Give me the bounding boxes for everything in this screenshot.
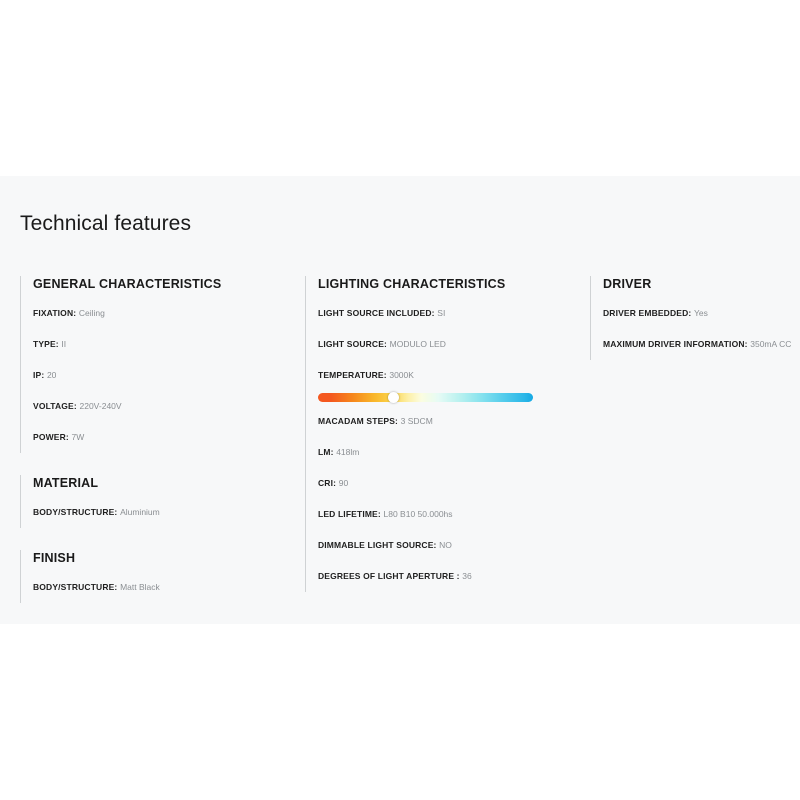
table-row bbox=[318, 406, 590, 437]
spec-value: 418lm bbox=[336, 447, 360, 457]
spec-value: 7W bbox=[71, 432, 85, 442]
spec-value: NO bbox=[439, 540, 452, 550]
spec-label: FIXATION: bbox=[33, 308, 77, 318]
table-row bbox=[318, 329, 590, 360]
spec-label: BODY/STRUCTURE: bbox=[33, 507, 118, 517]
slider-knob[interactable] bbox=[388, 392, 399, 403]
color-temperature-slider-wrap bbox=[305, 391, 590, 406]
spec-value: 90 bbox=[338, 478, 349, 488]
spec-label: POWER: bbox=[33, 432, 69, 442]
spec-label: CRI: bbox=[318, 478, 337, 488]
spec-label: LM: bbox=[318, 447, 334, 457]
section-rows bbox=[590, 292, 792, 360]
spec-label: MACADAM STEPS: bbox=[318, 416, 399, 426]
spec-label: IP: bbox=[33, 370, 45, 380]
spec-value: 3000K bbox=[389, 370, 414, 380]
section-heading: DRIVER bbox=[590, 276, 780, 292]
spec-value: 350mA CC bbox=[750, 339, 792, 349]
spec-value: 36 bbox=[462, 571, 472, 581]
spec-label: TEMPERATURE: bbox=[318, 370, 387, 380]
table-row bbox=[33, 497, 305, 528]
column-lighting bbox=[305, 276, 590, 603]
spec-label: LIGHT SOURCE INCLUDED: bbox=[318, 308, 435, 318]
section-rows bbox=[20, 566, 305, 603]
spec-value: MODULO LED bbox=[389, 339, 446, 349]
table-row bbox=[318, 530, 590, 561]
spec-value: 220V-240V bbox=[79, 401, 122, 411]
spec-label: LED LIFETIME: bbox=[318, 509, 381, 519]
column-general bbox=[20, 276, 305, 603]
spec-value: Aluminium bbox=[120, 507, 160, 517]
table-row bbox=[318, 437, 590, 468]
section-heading: FINISH bbox=[20, 550, 305, 566]
spec-label: DRIVER EMBEDDED: bbox=[603, 308, 692, 318]
spec-label: DIMMABLE LIGHT SOURCE: bbox=[318, 540, 437, 550]
column-driver bbox=[590, 276, 792, 603]
spec-value: II bbox=[61, 339, 67, 349]
table-row bbox=[318, 468, 590, 499]
spec-label: MAXIMUM DRIVER INFORMATION: bbox=[603, 339, 748, 349]
section-lighting-characteristics bbox=[305, 276, 590, 592]
section-rows bbox=[305, 292, 590, 391]
section-material bbox=[20, 475, 305, 528]
color-temperature-slider[interactable] bbox=[318, 393, 533, 402]
section-driver bbox=[590, 276, 792, 360]
spec-value: Yes bbox=[694, 308, 708, 318]
spec-value: Matt Black bbox=[120, 582, 160, 592]
spec-value: Ceiling bbox=[78, 308, 105, 318]
table-row bbox=[33, 422, 305, 453]
table-row bbox=[318, 360, 590, 391]
spec-value: 3 SDCM bbox=[400, 416, 433, 426]
spec-label: TYPE: bbox=[33, 339, 59, 349]
table-row bbox=[33, 391, 305, 422]
table-row bbox=[318, 561, 590, 592]
page-title: Technical features bbox=[20, 212, 192, 235]
table-row bbox=[33, 572, 305, 603]
section-rows bbox=[20, 292, 305, 453]
technical-features-panel bbox=[0, 176, 800, 624]
section-heading: GENERAL CHARACTERISTICS bbox=[20, 276, 305, 292]
spec-label: LIGHT SOURCE: bbox=[318, 339, 388, 349]
spec-value: L80 B10 50.000hs bbox=[383, 509, 453, 519]
spec-value: SI bbox=[437, 308, 446, 318]
table-row bbox=[33, 360, 305, 391]
section-heading: LIGHTING CHARACTERISTICS bbox=[305, 276, 590, 292]
spec-value: 20 bbox=[46, 370, 57, 380]
table-row bbox=[318, 298, 590, 329]
spec-columns bbox=[20, 276, 792, 603]
spec-label: VOLTAGE: bbox=[33, 401, 77, 411]
section-general-characteristics bbox=[20, 276, 305, 453]
table-row bbox=[318, 499, 590, 530]
section-rows-continued bbox=[305, 406, 590, 592]
section-rows bbox=[20, 491, 305, 528]
section-heading: MATERIAL bbox=[20, 475, 305, 491]
table-row bbox=[603, 329, 792, 360]
section-finish bbox=[20, 550, 305, 603]
table-row bbox=[603, 298, 780, 329]
spec-label: BODY/STRUCTURE: bbox=[33, 582, 118, 592]
spec-label: DEGREES OF LIGHT APERTURE : bbox=[318, 571, 460, 581]
table-row bbox=[33, 298, 305, 329]
table-row bbox=[33, 329, 305, 360]
